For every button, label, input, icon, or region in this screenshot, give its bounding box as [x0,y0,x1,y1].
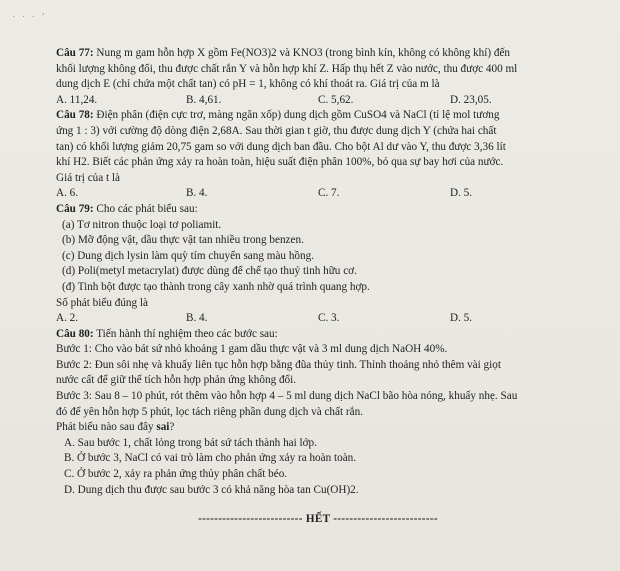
q80-choice-b: B. Ở bước 3, NaCl có vai trò làm cho phản ứng xảy ra hoàn toàn. [64,452,357,465]
q78-line-3: tan) có khối lượng giảm 20,75 gam so với dung dịch ban đầu. Cho bột Al dư vào Y, thu được 3,36 lít [56,140,506,153]
q79-statement-a: (a) Tơ nitron thuộc loại tơ poliamit. [62,218,222,231]
q77-line-3: dung dịch E (chỉ chứa một chất tan) có pH = 1, không có khí thoát ra. Giá trị của m là [56,78,440,91]
q80-step-2-cont: nước cất để giữ thể tích hỗn hợp phản ứng không đổi. [56,374,297,387]
q78-line-5: Giá trị của t là [56,171,120,184]
q79-option-a: A. 2. [56,312,79,325]
q80-choice-d: D. Dung dịch thu được sau bước 3 có khả năng hòa tan Cu(OH)2. [64,483,359,496]
q77-option-c: C. 5,62. [318,93,354,106]
q78-label: Câu 78: [56,109,94,122]
q78-line-1: Câu 78: Điện phân (điện cực trơ, màng ngăn xốp) dung dịch gồm CuSO4 và NaCl (tỉ lệ mol tương [56,109,500,122]
q79-statement-dd: (đ) Tinh bột được tạo thành trong cây xanh nhờ quá trình quang hợp. [62,280,370,293]
q79-statement-b: (b) Mỡ động vật, dầu thực vật tan nhiều trong benzen. [62,234,304,247]
q78-line-4: khí H2. Biết các phản ứng xảy ra hoàn toàn, hiệu suất điện phân 100%, bỏ qua sự bay hơi của nước. [56,156,504,169]
q79-intro: Câu 79: Cho các phát biểu sau: [56,202,198,215]
q78-option-d: D. 5. [450,187,473,200]
q80-question-emphasis: sai [156,421,170,434]
q79-options [56,311,580,327]
q77-option-a: A. 11,24. [56,93,98,106]
q78-option-b: B. 4. [186,187,208,200]
q77-option-d: D. 23,05. [450,93,492,106]
q79-option-b: B. 4. [186,312,208,325]
q79-label: Câu 79: [56,202,94,215]
q78-option-c: C. 7. [318,187,340,200]
q78-option-a: A. 6. [56,187,79,200]
q80-intro: Câu 80: Tiến hành thí nghiệm theo các bước sau: [56,327,278,340]
q78-options [56,186,580,202]
q77-options [56,93,580,109]
q80-step-1: Bước 1: Cho vào bát sứ nhỏ khoảng 1 gam dầu thực vật và 3 ml dung dịch NaOH 40%. [56,343,448,356]
q80-question: Phát biểu nào sau đây sai? [56,421,175,434]
q80-choice-a: A. Sau bước 1, chất lỏng trong bát sứ tách thành hai lớp. [64,436,317,449]
q80-label: Câu 80: [56,327,94,340]
q77-line-1: Câu 77: Nung m gam hỗn hợp X gồm Fe(NO3)2 và KNO3 (trong bình kín, không có không khí) đến [56,47,510,59]
q79-option-c: C. 3. [318,312,340,325]
q77-line-2: khối lượng không đổi, thu được chất rắn Y và hỗn hợp khí Z. Hấp thụ hết Z vào nước, thu được 400 ml [56,62,518,75]
q77-label: Câu 77: [56,47,94,59]
q80-choice-c: C. Ở bước 2, xảy ra phản ứng thủy phân chất béo. [64,468,288,481]
q79-statement-d: (d) Poli(metyl metacrylat) được dùng để chế tạo thuỷ tinh hữu cơ. [62,265,357,278]
q77-option-b: B. 4,61. [186,93,222,106]
q79-count-prompt: Số phát biểu đúng là [56,296,148,309]
end-marker: -------------------------- HẾT -------------------------- [198,513,438,526]
q79-statement-c: (c) Dung dịch lysin làm quỳ tím chuyển sang màu hồng. [62,249,314,262]
q79-option-d: D. 5. [450,312,473,325]
corner-scan-mark: · · · ’ [12,12,47,23]
q80-step-3-cont: đó để yên hỗn hợp 5 phút, lọc tách riêng phần dung dịch và chất rắn. [56,405,363,418]
q78-line-2: ứng 1 : 3) với cường độ dòng điện 2,68A. Sau thời gian t giờ, thu được dung dịch Y (chứa hai chất [56,124,497,137]
q80-step-3: Bước 3: Sau 8 – 10 phút, rót thêm vào hỗn hợp 4 – 5 ml dung dịch NaCl bão hòa nóng, khuấy nhẹ. Sau [56,390,518,403]
q80-step-2: Bước 2: Đun sôi nhẹ và khuấy liên tục hỗn hợp bằng đũa thủy tinh. Thỉnh thoảng nhỏ thêm vài giọt [56,358,501,371]
